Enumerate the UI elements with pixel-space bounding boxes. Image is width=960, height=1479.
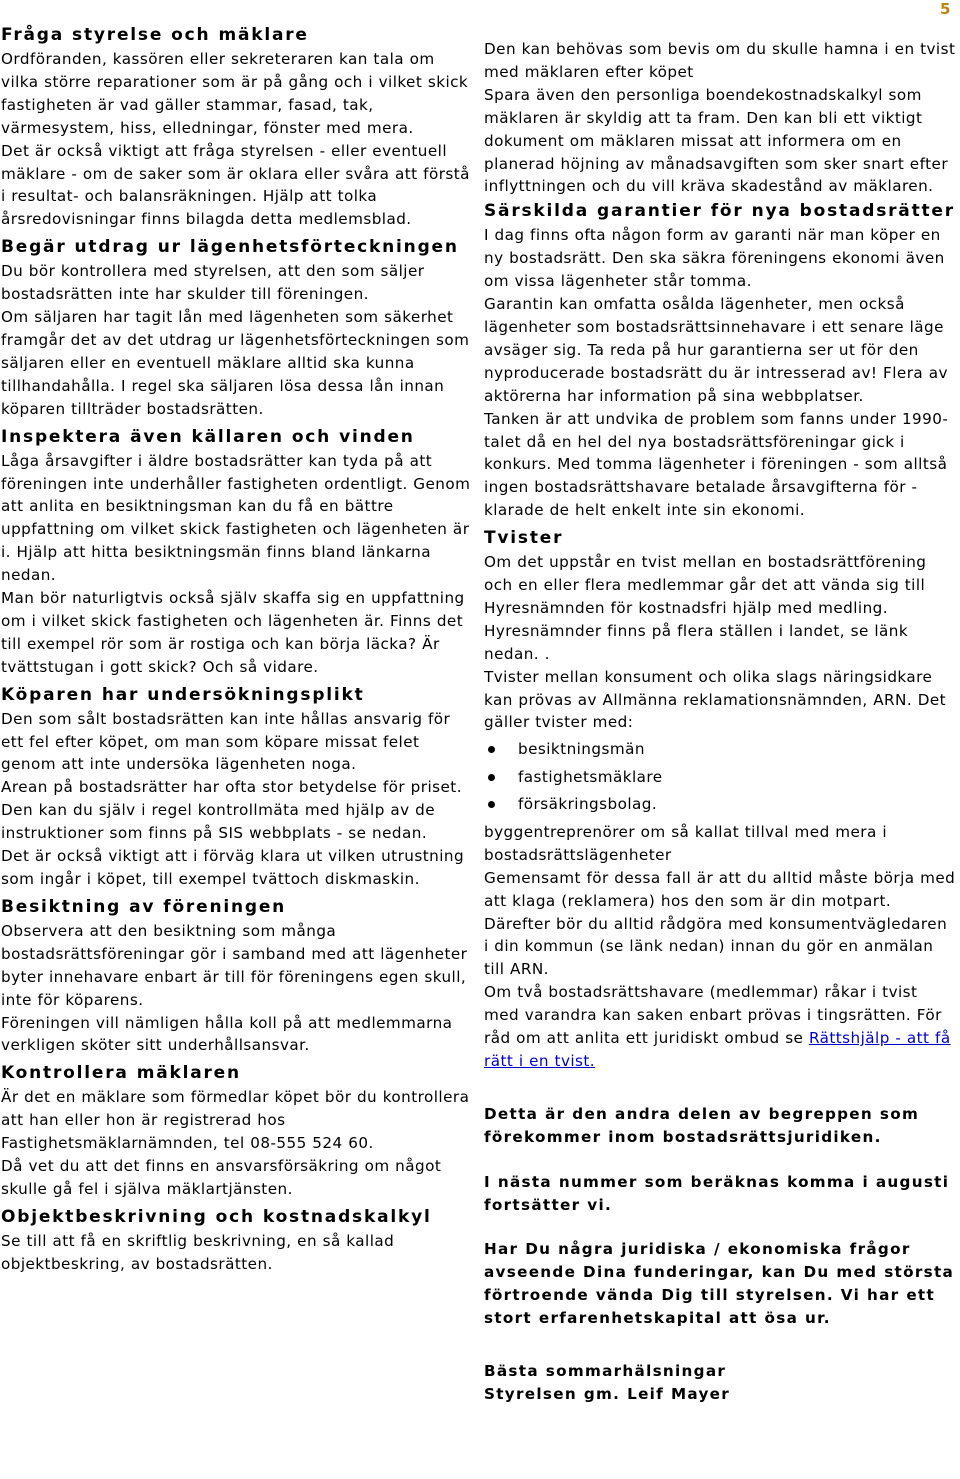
list-item: besiktningsmän [518,736,956,764]
paragraph: Garantin kan omfatta osålda lägenheter, men också lägenheter som bostadsrättsinnehavare i ett senare läge avsäger sig. Ta reda på hur garantierna ser ut för den nyproducerade bostadsrätt du är intresserad av! Flera av aktörerna har information på sina webbplatser. [484,295,948,405]
paragraph: Ordföranden, kassören eller sekreteraren kan tala om vilka större reparationer som är på gång och i vilket skick fastigheten är vad gäller stammar, fasad, tak, värmesystem, hiss, elledningar, fönster med mera. [1,50,469,137]
dispute-list [484,736,956,819]
paragraph: Observera att den besiktning som många bostadsrättsföreningar gör i samband med att lägenheter byter innehavare enbart är till för föreningens egen skull, inte för köparens. [1,921,468,1009]
paragraph: Arean på bostadsrätter har ofta stor betydelse för priset. Den kan du själv i regel kontrollmäta med hjälp av de instruktioner som finns på SIS webbplats - se nedan. [1,778,462,843]
left-column [1,22,471,1276]
paragraph [484,981,956,1073]
paragraph: Om det uppstår en tvist mellan en bostadsrättförening och en eller flera medlemmar går det att vända sig till Hyresnämnden för kostnadsfri hjälp med medling. Hyresnämnder finns på flera ställen i landet, se länk nedan. . [484,553,927,663]
paragraph: Låga årsavgifter i äldre bostadsrätter kan tyda på att föreningen inte underhåller fastigheten ordentligt. Genom att anlita en besiktningsman kan du få en bättre uppfattning om vilket skick fastigheten och lägenheten är i. Hjälp att hitta besiktningsmän finns bland länkarna nedan. [1,451,471,585]
paragraph: Gemensamt för dessa fall är att du alltid måste börja med att klaga (reklamera) hos den som är din motpart. Därefter bör du alltid rådgöra med konsumentvägledaren i din kommun (se länk nedan) innan du gör en anmälan till ARN. [484,868,956,979]
greeting: Bästa sommarhälsningar [484,1362,727,1381]
right-column [484,38,956,1406]
list-item: försäkringsbolag. [518,791,956,819]
paragraph: Det är också viktigt att i förväg klara ut vilken utrustning som ingår i köpet, till exempel tvättoch diskmaskin. [1,847,465,888]
heading-fraga-styrelse: Fråga styrelse och mäklare [1,25,309,45]
paragraph: I dag finns ofta någon form av garanti när man köper en ny bostadsrätt. Den ska säkra föreningens ekonomi även om vissa lägenheter står tomma. [484,226,945,291]
list-item: fastighetsmäklare [518,764,956,792]
signature: Styrelsen gm. Leif Mayer [484,1385,731,1403]
heading-sarskilda-garantier: Särskilda garantier för nya bostadsrätter [484,201,955,222]
paragraph: Spara även den personliga boendekostnadskalkyl som mäklaren är skyldig att ta fram. Den kan bli ett viktigt dokument om mäklaren missat att informera om en planerad höjning av månadsavgiften som sker snart efter inflyttningen och du vill kräva skadestånd av mäklaren. [484,85,949,196]
paragraph: Tvister mellan konsument och olika slags näringsidkare kan prövas av Allmänna reklamationsnämnden, ARN. Det gäller tvister med: [484,667,947,732]
heading-inspektera: Inspektera även källaren och vinden [1,426,415,447]
paragraph: Föreningen vill nämligen hålla koll på att medlemmarna verkligen sköter sitt underhållsansvar. [1,1013,453,1055]
heading-undersokningsplikt: Köparen har undersökningsplikt [1,684,365,705]
paragraph: Då vet du att det finns en ansvarsförsäkring om något skulle gå fel i själva mäklartjänsten. [1,1157,442,1198]
paragraph: Den kan behövas som bevis om du skulle hamna i en tvist med mäklaren efter köpet [484,40,956,81]
closing-note-1: Detta är den andra delen av begreppen som förekommer inom bostadsrättsjuridiken. [484,1104,920,1146]
paragraph: Det är också viktigt att fråga styrelsen - eller eventuell mäklare - om de saker som är oklara eller svåra att förstå i resultat- och balansräkningen. Hjälp att tolka årsredovisningar finns bilagda detta medlemsblad. [1,141,470,229]
paragraph: Tanken är att undvika de problem som fanns under 1990-talet då en hel del nya bostadsrättsföreningar gick i konkurs. Med tomma lägenheter i föreningen - som alltså ingen bostadsrättshavare betalade årsavgifterna för - klarade de helt enkelt inte sin ekonomi. [484,409,949,520]
page-number: 5 [940,0,951,18]
closing-note-2: I nästa nummer som beräknas komma i augusti fortsätter vi. [484,1172,950,1214]
heading-besiktning: Besiktning av föreningen [1,896,287,917]
heading-objektbeskrivning: Objektbeskrivning och kostnadskalkyl [1,1206,432,1227]
paragraph-text: Om två bostadsrättshavare (medlemmar) råkar i tvist med varandra kan saken enbart prövas i tingsrätten. För råd om att anlita ett juridiskt ombud se [484,983,942,1048]
paragraph: byggentreprenörer om så kallat tillval med mera i bostadsrättslägenheter [484,822,887,864]
paragraph: Se till att få en skriftlig beskrivning, en så kallad objektbeskring, av bostadsrätten. [1,1231,395,1273]
link-rattshjalp[interactable]: Rättshjälp - att få rätt i en tvist. [484,1029,951,1070]
paragraph: Du bör kontrollera med styrelsen, att den som säljer bostadsrätten inte har skulder till föreningen. [1,262,425,304]
heading-kontrollera-maklaren: Kontrollera mäklaren [1,1063,241,1084]
closing-note-3: Har Du några juridiska / ekonomiska frågor avseende Dina funderingar, kan Du med största förtroende vända Dig till styrelsen. Vi har ett stort erfarenhetskapital att ösa ur. [484,1240,955,1328]
paragraph: Om säljaren har tagit lån med lägenheten som säkerhet framgår det av det utdrag ur lägenhetsförteckningen som säljaren eller en eventuell mäklare alltid ska kunna tillhandahålla. I regel ska säljaren lösa dessa lån innan köparen tillträder bostadsrätten. [1,308,470,418]
heading-tvister: Tvister [484,528,564,549]
paragraph: Är det en mäklare som förmedlar köpet bör du kontrollera att han eller hon är registrerad hos Fastighetsmäklarnämnden, tel 08-555 524 60. [1,1088,470,1153]
paragraph: Man bör naturligtvis också själv skaffa sig en uppfattning om i vilket skick fastigheten och lägenheten är. Finns det till exempel rör som är rostiga och kan börja läcka? Är tvättstugan i gott skick? Och så vidare. [1,589,465,676]
paragraph: Den som sålt bostadsrätten kan inte hållas ansvarig för ett fel efter köpet, om man som köpare missat felet genom att inte undersöka lägenheten noga. [1,709,451,774]
heading-begar-utdrag: Begär utdrag ur lägenhetsförteckningen [1,237,459,258]
